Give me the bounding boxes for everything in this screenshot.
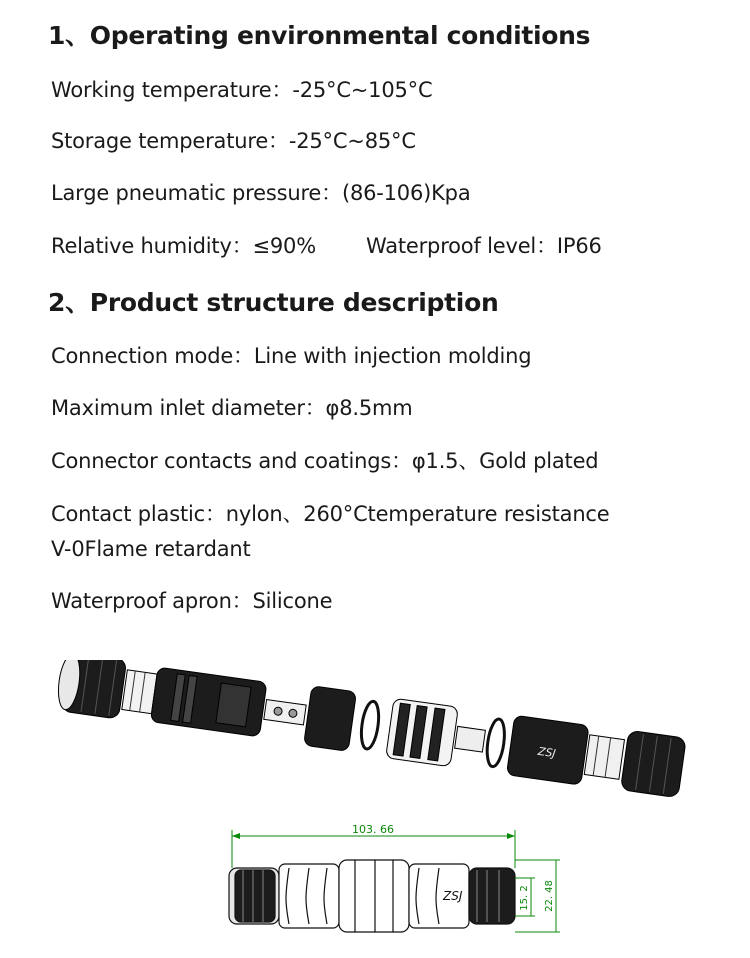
- waterproof-apron: Waterproof apron：Silicone: [51, 589, 333, 613]
- assembled-connector: [229, 860, 515, 932]
- o-ring-right: [485, 718, 508, 768]
- coupling-nut: [304, 686, 357, 752]
- socket-carrier: [455, 726, 486, 752]
- o-ring-left: [359, 700, 382, 750]
- assembled-logo: ZSJ: [443, 889, 463, 903]
- assembled-dimension-drawing: [215, 822, 575, 950]
- outer-height-dim-label: 22. 48: [544, 880, 555, 912]
- left-collet: [122, 670, 157, 714]
- flame-retardant: V-0Flame retardant: [51, 537, 251, 561]
- contacts-coatings: Connector contacts and coatings：φ1.5、Gold plated: [51, 449, 599, 473]
- body-logo: ZSJ: [537, 744, 557, 761]
- contact-plastic: Contact plastic：nylon、260°Ctemperature resistance: [51, 502, 610, 526]
- pin-carrier: [264, 700, 306, 725]
- exploded-connector-illustration: [50, 660, 700, 820]
- right-collet: [584, 735, 624, 779]
- inlet-diameter: Maximum inlet diameter：φ8.5mm: [51, 396, 413, 420]
- humidity-waterproof-row: [51, 230, 602, 260]
- storage-temperature: Storage temperature：-25°C~85°C: [51, 129, 416, 153]
- relative-humidity: Relative humidity：≤90%: [51, 234, 316, 258]
- inner-height-dim-label: 15. 2: [519, 885, 530, 911]
- pneumatic-pressure: Large pneumatic pressure：(86-106)Kpa: [51, 181, 471, 205]
- length-dim-label: 103. 66: [352, 823, 394, 836]
- connection-mode: Connection mode：Line with injection molding: [51, 344, 532, 368]
- waterproof-level: Waterproof level：IP66: [365, 234, 602, 258]
- working-temperature: Working temperature：-25°C~105°C: [51, 78, 433, 102]
- section1-title: 1、Operating environmental conditions: [48, 21, 591, 50]
- section2-title: 2、Product structure description: [48, 288, 499, 317]
